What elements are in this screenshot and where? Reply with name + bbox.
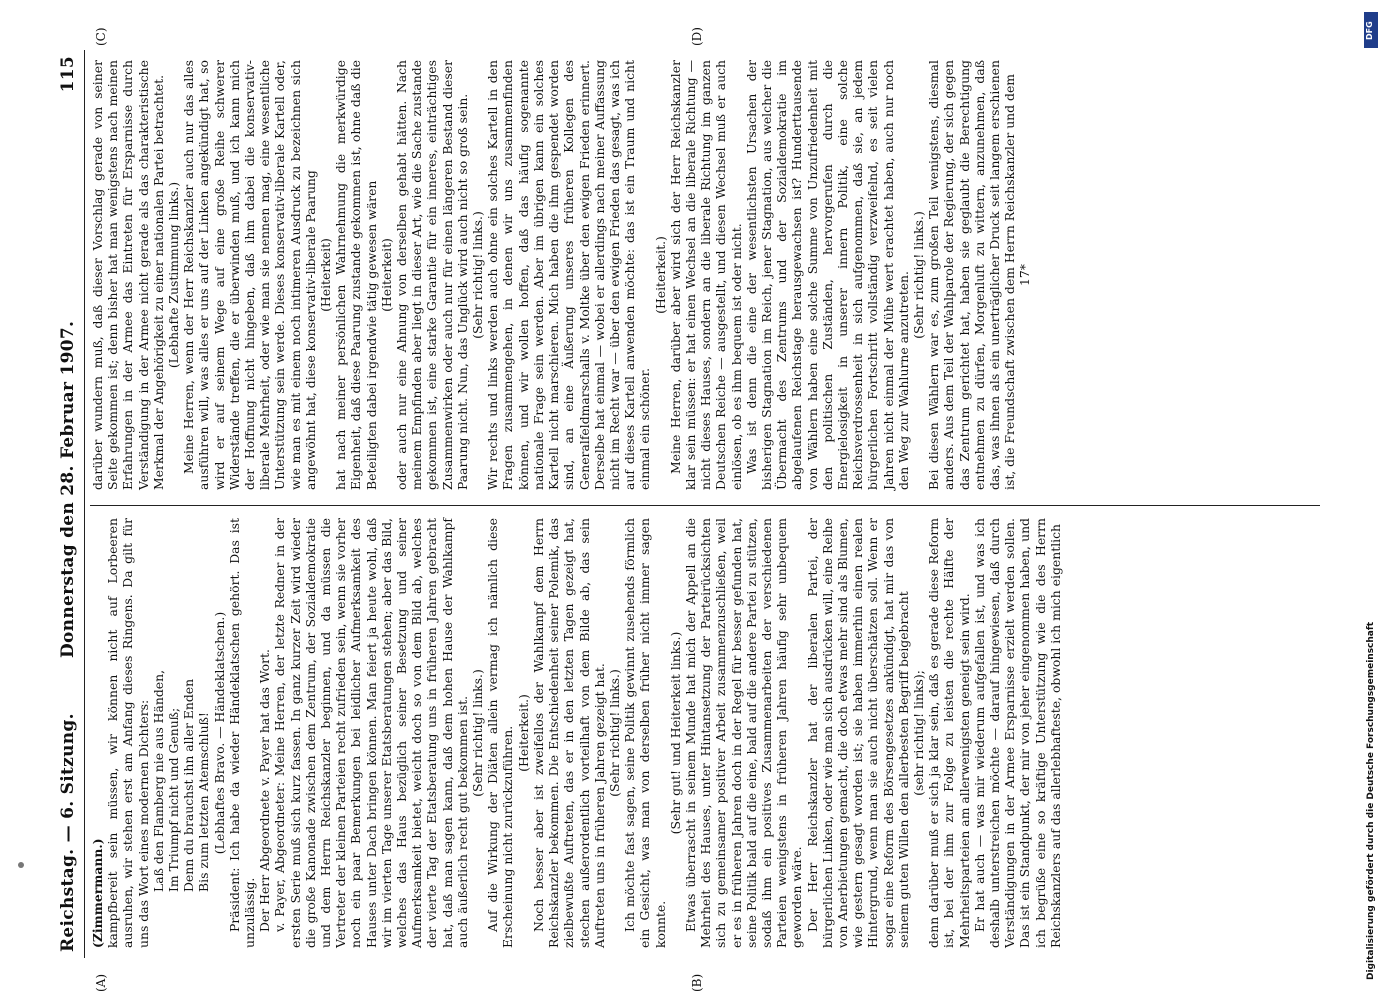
- left-column-paragraph: Etwas überrascht in seinem Munde hat mich der Appell an die Mehrheit des Hauses, unter Hintansetzung der Parteirücksichten sich zu gemeinsamer positiver Arbeit zusammenzuschließen, weil er es in früheren Jahren doch in der Regel für besser gefunden hat, seine Politik bald auf die eine, bald auf die andere Partei zu stützen, sodaß ihm ein positives Zusammenarbeiten der verschiedenen Parteien wenigstens in früheren Jahren häufig sehr unbequem geworden wäre.: [682, 518, 805, 948]
- left-column-paragraph: (Sehr richtig! links.): [606, 669, 622, 797]
- right-column-paragraph: darüber wundern muß, daß dieser Vorschlag gerade von seiner Seite gekommen ist; denn bisher hat man wenigstens nach meinen Erfahrungen in der Armee das Eintreten für Ersparnisse durch Verständigung in der Armee nicht gerade als das charakteristische Merkmal der Angehörigkeit zu einer nationalen Partei betrachtet.: [90, 60, 166, 490]
- left-column-paragraph: Er hat auch — was mir wiederum aufgefallen ist, und was ich deshalb unterstreichen möchte — darauf hingewiesen, daß durch Verständigungen in der Armee Ersparnisse erzielt werden sollen. Das ist ein Standpunkt, der mir von jeher eingenommen haben, und ich begrüße eine so kräftige Unterstützung wie die des Herrn Reichskanzlers auf das allerlebhafteste, obwohl ich mich eigentlich: [971, 518, 1063, 948]
- right-column-paragraph: Meine Herren, wenn der Herr Reichskanzler auch nur das alles ausführen will, was alles er uns auf der Linken angekündigt hat, so wird er auf seinem Wege auf eine große Reihe schwerer Widerstände treffen, die er überwinden muß, und ich kann mich der Hoffnung nicht hingeben, daß ihm dabei die konservativ-liberale Mehrheit, oder wie man sie nennen mag, eine wesentliche Unterstützung sein werde. Dieses konservativ-liberale Kartell oder, wie man es mit einem noch intimeren Ausdruck zu bezeichnen sich angewöhnt hat, diese konservativ-liberale Paarung: [181, 60, 318, 490]
- left-column-paragraph: Der Herr Abgeordnete v. Payer hat das Wort.: [257, 649, 273, 932]
- margin-marker-b: (B): [690, 973, 704, 992]
- page-number: 115: [58, 56, 78, 93]
- left-column-paragraph: Noch besser aber ist zweifellos der Wahlkampf dem Herrn Reichskanzler bekommen. Die Entschiedenheit seiner Polemik, das zielbewußte Auftreten, das er in den letzten Tagen gezeigt hat, stechen außerordentlich vorteilhaft von dem Bilde ab, das sein Auftreten uns in früheren Jahren gezeigt hat.: [530, 518, 607, 948]
- right-column-paragraph: (Heiterkeit): [318, 238, 334, 312]
- right-column-paragraph: (Sehr richtig! links.): [910, 211, 926, 339]
- right-column-paragraph: (Heiterkeit): [378, 238, 394, 312]
- left-column-paragraph: Ich möchte fast sagen, seine Politik gewinnt zusehends förmlich ein Gesicht, was man von derselben früher nicht immer sagen konnte.: [622, 518, 668, 948]
- column-divider: [90, 505, 1320, 506]
- left-column-paragraph: (Sehr gut! und Heiterkeit links.): [667, 631, 683, 835]
- dfg-logo: DFG: [1364, 12, 1378, 48]
- left-column-paragraph: Denn du brauchst ihn aller Enden: [181, 678, 197, 892]
- left-column-paragraph: (Sehr richtig! links.): [470, 669, 486, 797]
- page-header: [54, 50, 85, 958]
- left-column-paragraph: Im Triumpf nicht und Genuß;: [166, 707, 182, 892]
- left-column-paragraph: Auf die Wirkung der Diäten allein vermag ich nämlich diese Erscheinung nicht zurückzuführen.: [485, 518, 516, 948]
- pencil-mark: [18, 862, 24, 868]
- right-column-paragraph: Wir rechts und links werden auch ohne ein solches Kartell in den Fragen zusammengehen, in denen wir uns zusammenfinden können, und wir wollen hoffen, daß das häufig sogenannte nationale Frage sein werden. Aber im übrigen kann ein solches Kartell nicht marschieren. Mich haben die ihm gespendet worden sind, an eine Äußerung unseres früheren Kollegen des Generalfeldmarschalls v. Moltke über den ewigen Frieden erinnert. Derselbe hat einmal — wobei er allerdings nach meiner Auffassung nicht im Recht war — über den ewigen Frieden das gesagt, was ich auf dieses Kartell anwenden möchte: das ist ein Traum und nicht einmal ein schöner.: [485, 60, 653, 490]
- header-session: Reichstag. — 6. Sitzung.: [58, 713, 78, 952]
- right-column-paragraph: 17*: [1017, 264, 1033, 286]
- right-column-paragraph: (Heiterkeit.): [652, 236, 668, 314]
- left-column-paragraph: (sehr richtig! links);: [910, 670, 926, 796]
- left-column-paragraph: kampfbereit sein müssen, wir können nicht auf Lorbeeren ausruhen, wir stehen erst am Anfang dieses Ringens. Da gilt für uns das Wort eines modernen Dichters:: [105, 518, 151, 948]
- margin-marker-a: (A): [94, 973, 108, 992]
- column-right: [90, 60, 1033, 490]
- right-column-paragraph: hat nach meiner persönlichen Wahrnehmung die merkwürdige Eigenheit, daß diese Paarung zustande gekommen ist, ohne daß die Beteiligten dabei irgendwie tätig gewesen wären: [333, 60, 379, 490]
- right-column-paragraph: Meine Herren, darüber aber wird sich der Herr Reichskanzler klar sein müssen: er hat einen Wechsel an die liberale Richtung — nicht dieses Hauses, sondern an die liberale Richtung im ganzen Deutschen Reiche — ausgestellt, und diesen Wechsel muß er auch einlösen, ob es ihm bequem ist oder nicht.: [667, 60, 744, 490]
- digitization-credit: Digitalisierung gefördert durch die Deutsche Forschungsgemeinschaft: [1366, 621, 1376, 980]
- margin-marker-c: (C): [94, 27, 108, 46]
- left-column-paragraph: denn darüber muß er sich ja klar sein, daß es gerade diese Reform ist, bei der ihm zur Folge zu leisten die rechte Hälfte der Mehrheitsparteien am allerwenigsten geneigt sein wird.: [926, 518, 972, 948]
- left-column-paragraph: Präsident: Ich habe da wieder Händeklatschen gehört. Das ist unzulässig.: [226, 518, 258, 948]
- right-column-paragraph: Bei diesen Wählern war es, zum großen Teil wenigstens, diesmal anders. Aus dem Teil der Wahlparole der Regierung, der sich gegen das Zentrum gerichtet hat, haben sie geglaubt die Berechtigung entnehmen zu dürfen, Morgenluft zu wittern, anzunehmen, daß das, was ihnen als ein unerträglicher Druck seit langem erschienen ist, die Freundschaft zwischen dem Herrn Reichskanzler und dem: [926, 60, 1018, 490]
- right-column-paragraph: (Lebhafte Zustimmung links.): [166, 181, 182, 369]
- right-column-paragraph: (Sehr richtig! links.): [470, 211, 486, 339]
- left-column-paragraph: (Zimmermann.): [90, 838, 105, 948]
- left-column-paragraph: Der Herr Reichskanzler hat der liberalen Partei, der bürgerlichen Linken, oder wie man sich ausdrücken will, eine Reihe von Anerbietungen gemacht, die doch etwas mehr sind als Blumen, wie gestern gesagt worden ist; sie haben immerhin einen realen Hintergrund, wenn man sie auch nicht überschätzen soll. Wenn er sogar eine Reform des Börsengesetzes ankündigt, hat mir das von seinem guten Willen den allerbesten Begriff beigebracht: [804, 518, 911, 948]
- column-left: [90, 518, 1063, 948]
- header-date: Donnerstag den 28. Februar 1907.: [58, 320, 78, 658]
- left-column-paragraph: (Heiterkeit.): [515, 694, 531, 772]
- left-column-paragraph: v. Payer, Abgeordneter: Meine Herren, der letzte Redner in der ersten Serie muß sich kurz fassen. In ganz kurzer Zeit wird wieder die große Kanonade zwischen dem Zentrum, der Sozialdemokratie und dem Herrn Reichskanzler beginnen, und da müssen die Vertreter der kleinen Parteien recht zufrieden sein, wenn sie vorher noch ein paar Bemerkungen bei leidlicher Aufmerksamkeit des Hauses unter Dach bringen können. Man feiert ja heute wohl, daß wir im vierten Tage unserer Etatsberatungen stehen; aber das Bild, welches das Haus bezüglich seiner Besetzung und seiner Aufmerksamkeit bietet, weicht doch so von dem Bild ab, welches der vierte Tag der Etatsberatung uns in früheren Jahren gebracht hat, daß man sagen kann, daß dem hohen Hause der Wahlkampf auch äußerlich recht gut bekommen ist.: [272, 518, 470, 948]
- left-column-paragraph: Laß den Flamberg nie aus Händen,: [150, 669, 166, 892]
- right-column-paragraph: oder auch nur eine Ahnung von derselben gehabt hätten. Nach meinem Empfinden aber liegt in dieser Art, wie die Sache zustande gekommen ist, eine starke Garantie für ein inneres, einträchtiges Zusammenwirken oder auch nur für einen längeren Bestand dieser Paarung nicht. Nun, das Unglück wird auch nicht so groß sein.: [394, 60, 470, 490]
- left-column-paragraph: (Lebhaftes Bravo. — Händeklatschen.): [211, 611, 227, 855]
- right-column-paragraph: Was ist denn die eine der wesentlichsten Ursachen der bisherigen Stagnation im Reich, jener Stagnation, aus welcher die Übermacht des Zentrums und der Sozialdemokratie im abgelaufenen Reichstage herausgewachsen ist? Hunderttausende von Wählern haben eine solche Summe von Unzufriedenheit mit den politischen Zuständen, hervorgerufen durch die Energielosigkeit in unserer innern Politik, eine solche Reichsverdrossenheit in sich aufgenommen, daß sie, an jedem bürgerlichen Fortschritt vollständig verzweifelnd, es seit vielen Jahren nicht einmal der Mühe wert erachtet haben, auch nur noch den Weg zur Wahlurne anzutreten.: [743, 60, 911, 490]
- rotated-page-content: [50, 27, 1330, 992]
- left-column-paragraph: Bis zum letzten Atemschluß!: [196, 712, 212, 892]
- margin-marker-d: (D): [690, 27, 704, 46]
